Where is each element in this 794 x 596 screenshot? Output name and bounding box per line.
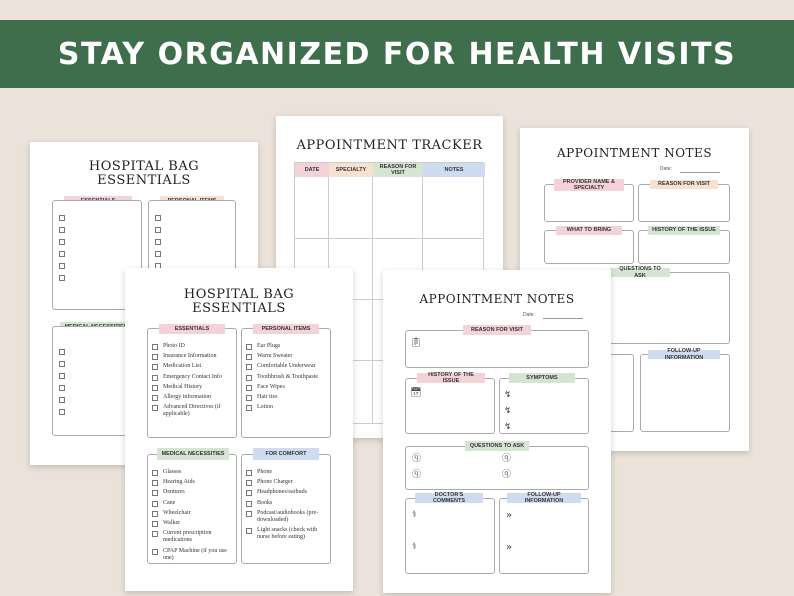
list-item[interactable]: Cane: [152, 500, 233, 507]
list-item[interactable]: Phone Charger: [246, 479, 327, 486]
symptoms-box: [499, 378, 589, 434]
medical-necessities-tag: MEDICAL NECESSITIES: [157, 448, 229, 460]
list-item[interactable]: Emergency Contact Info: [152, 374, 233, 381]
list-item[interactable]: Toothbrush & Toothpaste: [246, 374, 327, 381]
notes-front-title: APPOINTMENT NOTES: [419, 292, 575, 306]
tracker-col-specialty: SPECIALTY: [329, 163, 373, 177]
doctor-comments-tag: DOCTOR'S COMMENTS: [415, 493, 483, 503]
questions-tag: QUESTIONS TO ASK: [610, 268, 670, 277]
list-item[interactable]: Insurance Information: [152, 353, 233, 360]
tracker-col-reason: REASON FOR VISIT: [373, 163, 423, 177]
reason-tag: REASON FOR VISIT: [463, 325, 531, 335]
list-item[interactable]: Allergy information: [152, 394, 233, 401]
reason-tag: REASON FOR VISIT: [650, 180, 718, 189]
bring-tag: WHAT TO BRING: [556, 226, 622, 235]
tracker-title: APPOINTMENT TRACKER: [296, 138, 483, 153]
list-item[interactable]: Advanced Directives (if applicable): [152, 404, 233, 418]
date-label: Date:: [660, 166, 672, 172]
lightning-icon: ↯: [504, 390, 512, 400]
list-item[interactable]: Walker: [152, 520, 233, 527]
followup-tag: FOLLOW-UP INFORMATION: [648, 350, 720, 359]
list-item[interactable]: Hair ties: [246, 394, 327, 401]
question-icon: ⓠ: [412, 470, 422, 480]
list-item[interactable]: Phone: [246, 469, 327, 476]
stethoscope-icon: ⚕: [412, 510, 417, 520]
bring-box: [544, 230, 634, 264]
for-comfort-box: [241, 454, 331, 564]
list-item[interactable]: Glasses: [152, 469, 233, 476]
list-item[interactable]: Photo ID: [152, 343, 233, 350]
reason-box: [405, 330, 589, 368]
personal-items-tag: PERSONAL ITEMS: [253, 324, 319, 334]
question-icon: ⓠ: [502, 454, 512, 464]
lightning-icon: ↯: [504, 422, 512, 432]
lightning-icon: ↯: [504, 406, 512, 416]
list-item[interactable]: Warm Sweater: [246, 353, 327, 360]
list-item[interactable]: CPAP Machine (if you use one): [152, 548, 233, 562]
for-comfort-tag: FOR COMFORT: [253, 448, 319, 460]
list-item[interactable]: Ear Plugs: [246, 343, 327, 350]
symptoms-tag: SYMPTOMS: [509, 373, 575, 383]
stethoscope-icon: ⚕: [412, 542, 417, 552]
medical-necessities-box: [147, 454, 237, 564]
notes-back-title: APPOINTMENT NOTES: [556, 146, 713, 160]
sheet-appointment-notes-front: [383, 270, 611, 593]
questions-box: [405, 446, 589, 490]
clipboard-icon: 📋︎: [410, 338, 422, 348]
sheet-title: HOSPITAL BAG ESSENTIALS: [183, 287, 295, 317]
doctor-comments-box: [405, 498, 495, 574]
sheet-title: HOSPITAL BAG ESSENTIALS: [88, 159, 200, 189]
essentials-box: [147, 328, 237, 438]
list-item[interactable]: Podcast/audiobooks (pre-downloaded): [246, 510, 327, 524]
provider-tag: PROVIDER NAME & SPECIALTY: [554, 179, 624, 191]
list-item[interactable]: Hearing Aids: [152, 479, 233, 486]
list-item[interactable]: Dentures: [152, 489, 233, 496]
banner: [0, 20, 794, 88]
double-chevron-icon: »: [506, 510, 513, 521]
question-icon: ⓠ: [502, 470, 512, 480]
list-item[interactable]: Medical History: [152, 384, 233, 391]
list-item[interactable]: Wheelchair: [152, 510, 233, 517]
list-item[interactable]: Current prescription medications: [152, 530, 233, 544]
list-item[interactable]: Light snacks (check with nurse before eating): [246, 527, 327, 541]
list-item[interactable]: Lotion: [246, 404, 327, 411]
followup-tag: FOLLOW-UP INFORMATION: [507, 493, 581, 503]
list-item[interactable]: Books: [246, 500, 327, 507]
list-item[interactable]: Medication List: [152, 363, 233, 370]
list-item[interactable]: Headphones/earbuds: [246, 489, 327, 496]
reason-box: [638, 184, 730, 222]
banner-title: STAY ORGANIZED FOR HEALTH VISITS: [57, 36, 737, 72]
history-tag: HISTORY OF THE ISSUE: [417, 373, 485, 383]
personal-items-box: [241, 328, 331, 438]
calendar-icon: 📅︎: [410, 388, 422, 398]
tracker-col-notes: NOTES: [423, 163, 485, 177]
followup-box: [640, 354, 730, 432]
questions-tag: QUESTIONS TO ASK: [465, 441, 529, 451]
list-item[interactable]: Face Wipes: [246, 384, 327, 391]
double-chevron-icon: »: [506, 542, 513, 553]
question-icon: ⓠ: [412, 454, 422, 464]
history-tag: HISTORY OF THE ISSUE: [648, 226, 720, 235]
history-box: [638, 230, 730, 264]
history-box: [405, 378, 495, 434]
list-item[interactable]: Comfortable Underwear: [246, 363, 327, 370]
essentials-tag: ESSENTIALS: [159, 324, 225, 334]
tracker-col-date: DATE: [295, 163, 329, 177]
date-label: Date:: [523, 312, 535, 318]
sheet-hospital-bag-front: [125, 268, 353, 591]
followup-box: [499, 498, 589, 574]
